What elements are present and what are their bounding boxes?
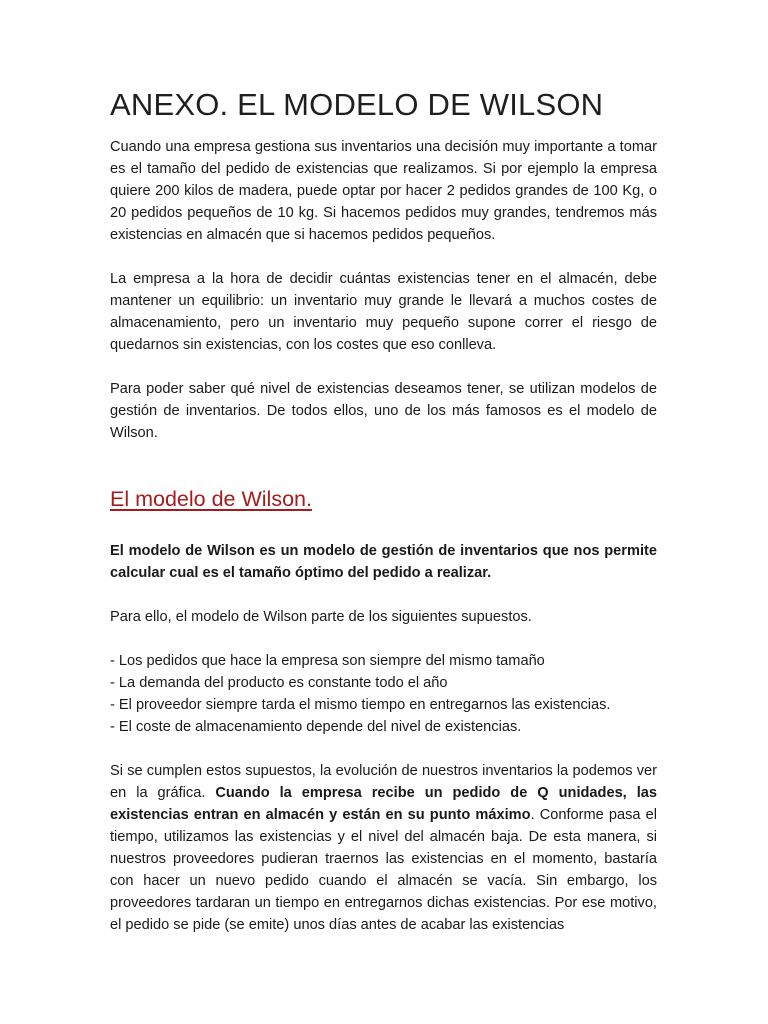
paragraph-inventory-evolution bbox=[110, 760, 657, 936]
bold-definition: El modelo de Wilson es un modelo de gestión de inventarios que nos permite calcular cual es el tamaño óptimo del pedido a realizar. bbox=[110, 543, 657, 581]
spacer bbox=[110, 628, 657, 650]
document-content bbox=[110, 84, 657, 936]
assumptions-list bbox=[110, 650, 657, 738]
spacer bbox=[110, 584, 657, 606]
paragraph-inventory-models: Para poder saber qué nivel de existencias deseamos tener, se utilizan modelos de gestión de inventarios. De todos ellos, uno de los más famosos es el modelo de Wilson. bbox=[110, 381, 657, 441]
paragraph-inventory-balance: La empresa a la hora de decidir cuántas existencias tener en el almacén, debe mantener un equilibrio: un inventario muy grande le llevará a muchos costes de almacenamiento, pero un inventario muy pequeño supone correr el riesgo de quedarnos sin existencias, con los costes que eso conlleva. bbox=[110, 271, 657, 353]
evolution-text-end: . Conforme pasa el tiempo, utilizamos las existencias y el nivel del almacén baja. De esta manera, si nuestros proveedores pudieran traernos las existencias en el momento, bastaría con hacer un nuevo pedido cuando el almacén se vacía. Sin embargo, los proveedores tardaran un tiempo en entregarnos dichas existencias. Por ese motivo, el pedido se pide (se emite) unos días antes de acabar las existencias bbox=[110, 807, 657, 933]
spacer bbox=[110, 738, 657, 760]
spacer bbox=[110, 514, 657, 540]
spacer bbox=[110, 444, 657, 484]
list-item: - El coste de almacenamiento depende del nivel de existencias. bbox=[110, 719, 522, 735]
paragraph-assumptions-lead: Para ello, el modelo de Wilson parte de los siguientes supuestos. bbox=[110, 609, 532, 625]
spacer bbox=[110, 246, 657, 268]
evolution-text-bold: Cuando la empresa recibe un pedido de Q unidades, las existencias entran en almacén y están en su punto máximo bbox=[110, 785, 657, 823]
spacer bbox=[110, 356, 657, 378]
section-heading: El modelo de Wilson. bbox=[110, 487, 312, 511]
paragraph-model-definition bbox=[110, 540, 657, 584]
list-item: - El proveedor siempre tarda el mismo tiempo en entregarnos las existencias. bbox=[110, 697, 611, 713]
paragraph-inventory-decision: Cuando una empresa gestiona sus inventarios una decisión muy importante a tomar es el tamaño del pedido de existencias que realizamos. Si por ejemplo la empresa quiere 200 kilos de madera, puede optar por hacer 2 pedidos grandes de 100 Kg, o 20 pedidos pequeños de 10 kg. Si hacemos pedidos muy grandes, tendremos más existencias en almacén que si hacemos pedidos pequeños. bbox=[110, 139, 657, 243]
list-item: - La demanda del producto es constante todo el año bbox=[110, 675, 448, 691]
list-item: - Los pedidos que hace la empresa son siempre del mismo tamaño bbox=[110, 653, 545, 669]
evolution-text-start: Si se cumplen estos supuestos, la evolución de nuestros inventarios la podemos ver en la gráfica. bbox=[110, 763, 657, 801]
document-title: ANEXO. EL MODELO DE WILSON bbox=[110, 87, 604, 122]
